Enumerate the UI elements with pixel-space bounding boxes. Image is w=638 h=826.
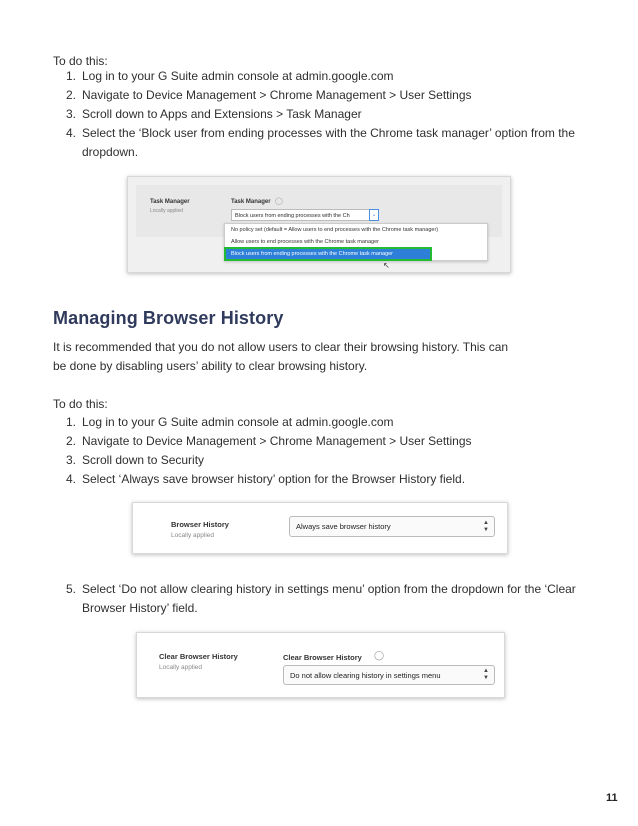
- steps-list-3: [66, 580, 606, 618]
- step-number: 2.: [66, 434, 77, 448]
- intro-text-1: To do this:: [53, 54, 108, 68]
- browser-history-screenshot: [132, 502, 508, 554]
- step-number: 4.: [66, 126, 77, 140]
- step-text: Select ‘Do not allow clearing history in settings menu’ option from the dropdown for the ‘Clear Browser History’ field.: [82, 582, 576, 615]
- step-text: Navigate to Device Management > Chrome Management > User Settings: [82, 88, 472, 102]
- updown-arrows-icon: ▲ ▼: [483, 519, 489, 533]
- list-item: [66, 580, 606, 618]
- task-manager-select[interactable]: Block users from ending processes with the Ch: [231, 209, 379, 221]
- dropdown-option[interactable]: Allow users to end processes with the Chrome task manager: [231, 239, 379, 245]
- clear-history-select[interactable]: [283, 665, 495, 685]
- setting-title: Task Manager: [150, 199, 190, 205]
- intro-text-2: To do this:: [53, 397, 108, 411]
- clear-history-screenshot: [136, 632, 505, 698]
- setting-subtitle: Locally applied: [171, 532, 215, 539]
- task-manager-screenshot: [127, 176, 511, 273]
- step-number: 2.: [66, 88, 77, 102]
- steps-list-2: [66, 413, 606, 489]
- step-text: Log in to your G Suite admin console at admin.google.com: [82, 69, 394, 83]
- field-label: Clear Browser History: [283, 653, 362, 662]
- dropdown-option-selected[interactable]: Block users from ending processes with the Chrome task manager: [225, 248, 431, 260]
- step-text: Log in to your G Suite admin console at admin.google.com: [82, 415, 394, 429]
- step-number: 1.: [66, 69, 77, 83]
- paragraph-line: be done by disabling users’ ability to clear browsing history.: [53, 359, 368, 373]
- setting-subtitle: Locally applied: [159, 664, 203, 671]
- list-item: [66, 470, 606, 489]
- lightbulb-icon: ◯: [275, 198, 283, 205]
- lightbulb-icon: ◯: [374, 650, 385, 660]
- paragraph-line: It is recommended that you do not allow users to clear their browsing history. This can: [53, 340, 509, 354]
- step-text: Select the ‘Block user from ending processes with the Chrome task manager’ option from the dropdown.: [82, 126, 575, 159]
- dropdown-option[interactable]: No policy set (default = Allow users to end processes with the Chrome task manager): [231, 227, 439, 233]
- step-number: 3.: [66, 107, 77, 121]
- step-number: 5.: [66, 582, 77, 596]
- list-item: [66, 86, 606, 105]
- browser-history-select[interactable]: [289, 516, 495, 537]
- select-value: Do not allow clearing history in settings menu: [290, 671, 441, 680]
- list-item: [66, 432, 606, 451]
- step-number: 3.: [66, 453, 77, 467]
- section-heading: Managing Browser History: [53, 308, 284, 328]
- select-value: Always save browser history: [296, 522, 391, 531]
- step-number: 4.: [66, 472, 77, 486]
- page-number: 11: [606, 792, 618, 804]
- field-label: Task Manager: [231, 199, 271, 205]
- list-item: [66, 451, 606, 470]
- setting-subtitle: Locally applied: [150, 208, 184, 214]
- updown-arrows-icon: ▲ ▼: [483, 668, 489, 681]
- step-text: Scroll down to Apps and Extensions > Task Manager: [82, 107, 362, 121]
- dropdown-options: [224, 223, 488, 261]
- step-text: Navigate to Device Management > Chrome Management > User Settings: [82, 434, 472, 448]
- list-item: [66, 124, 606, 162]
- list-item: [66, 105, 606, 124]
- list-item: [66, 67, 606, 86]
- steps-list-1: [66, 67, 606, 162]
- list-item: [66, 413, 606, 432]
- step-number: 1.: [66, 415, 77, 429]
- step-text: Select ‘Always save browser history’ option for the Browser History field.: [82, 472, 466, 486]
- setting-title: Clear Browser History: [159, 652, 238, 661]
- step-text: Scroll down to Security: [82, 453, 205, 467]
- chevron-down-icon[interactable]: ⌄: [369, 209, 379, 221]
- cursor-icon: ↖: [383, 261, 390, 270]
- setting-title: Browser History: [171, 520, 229, 529]
